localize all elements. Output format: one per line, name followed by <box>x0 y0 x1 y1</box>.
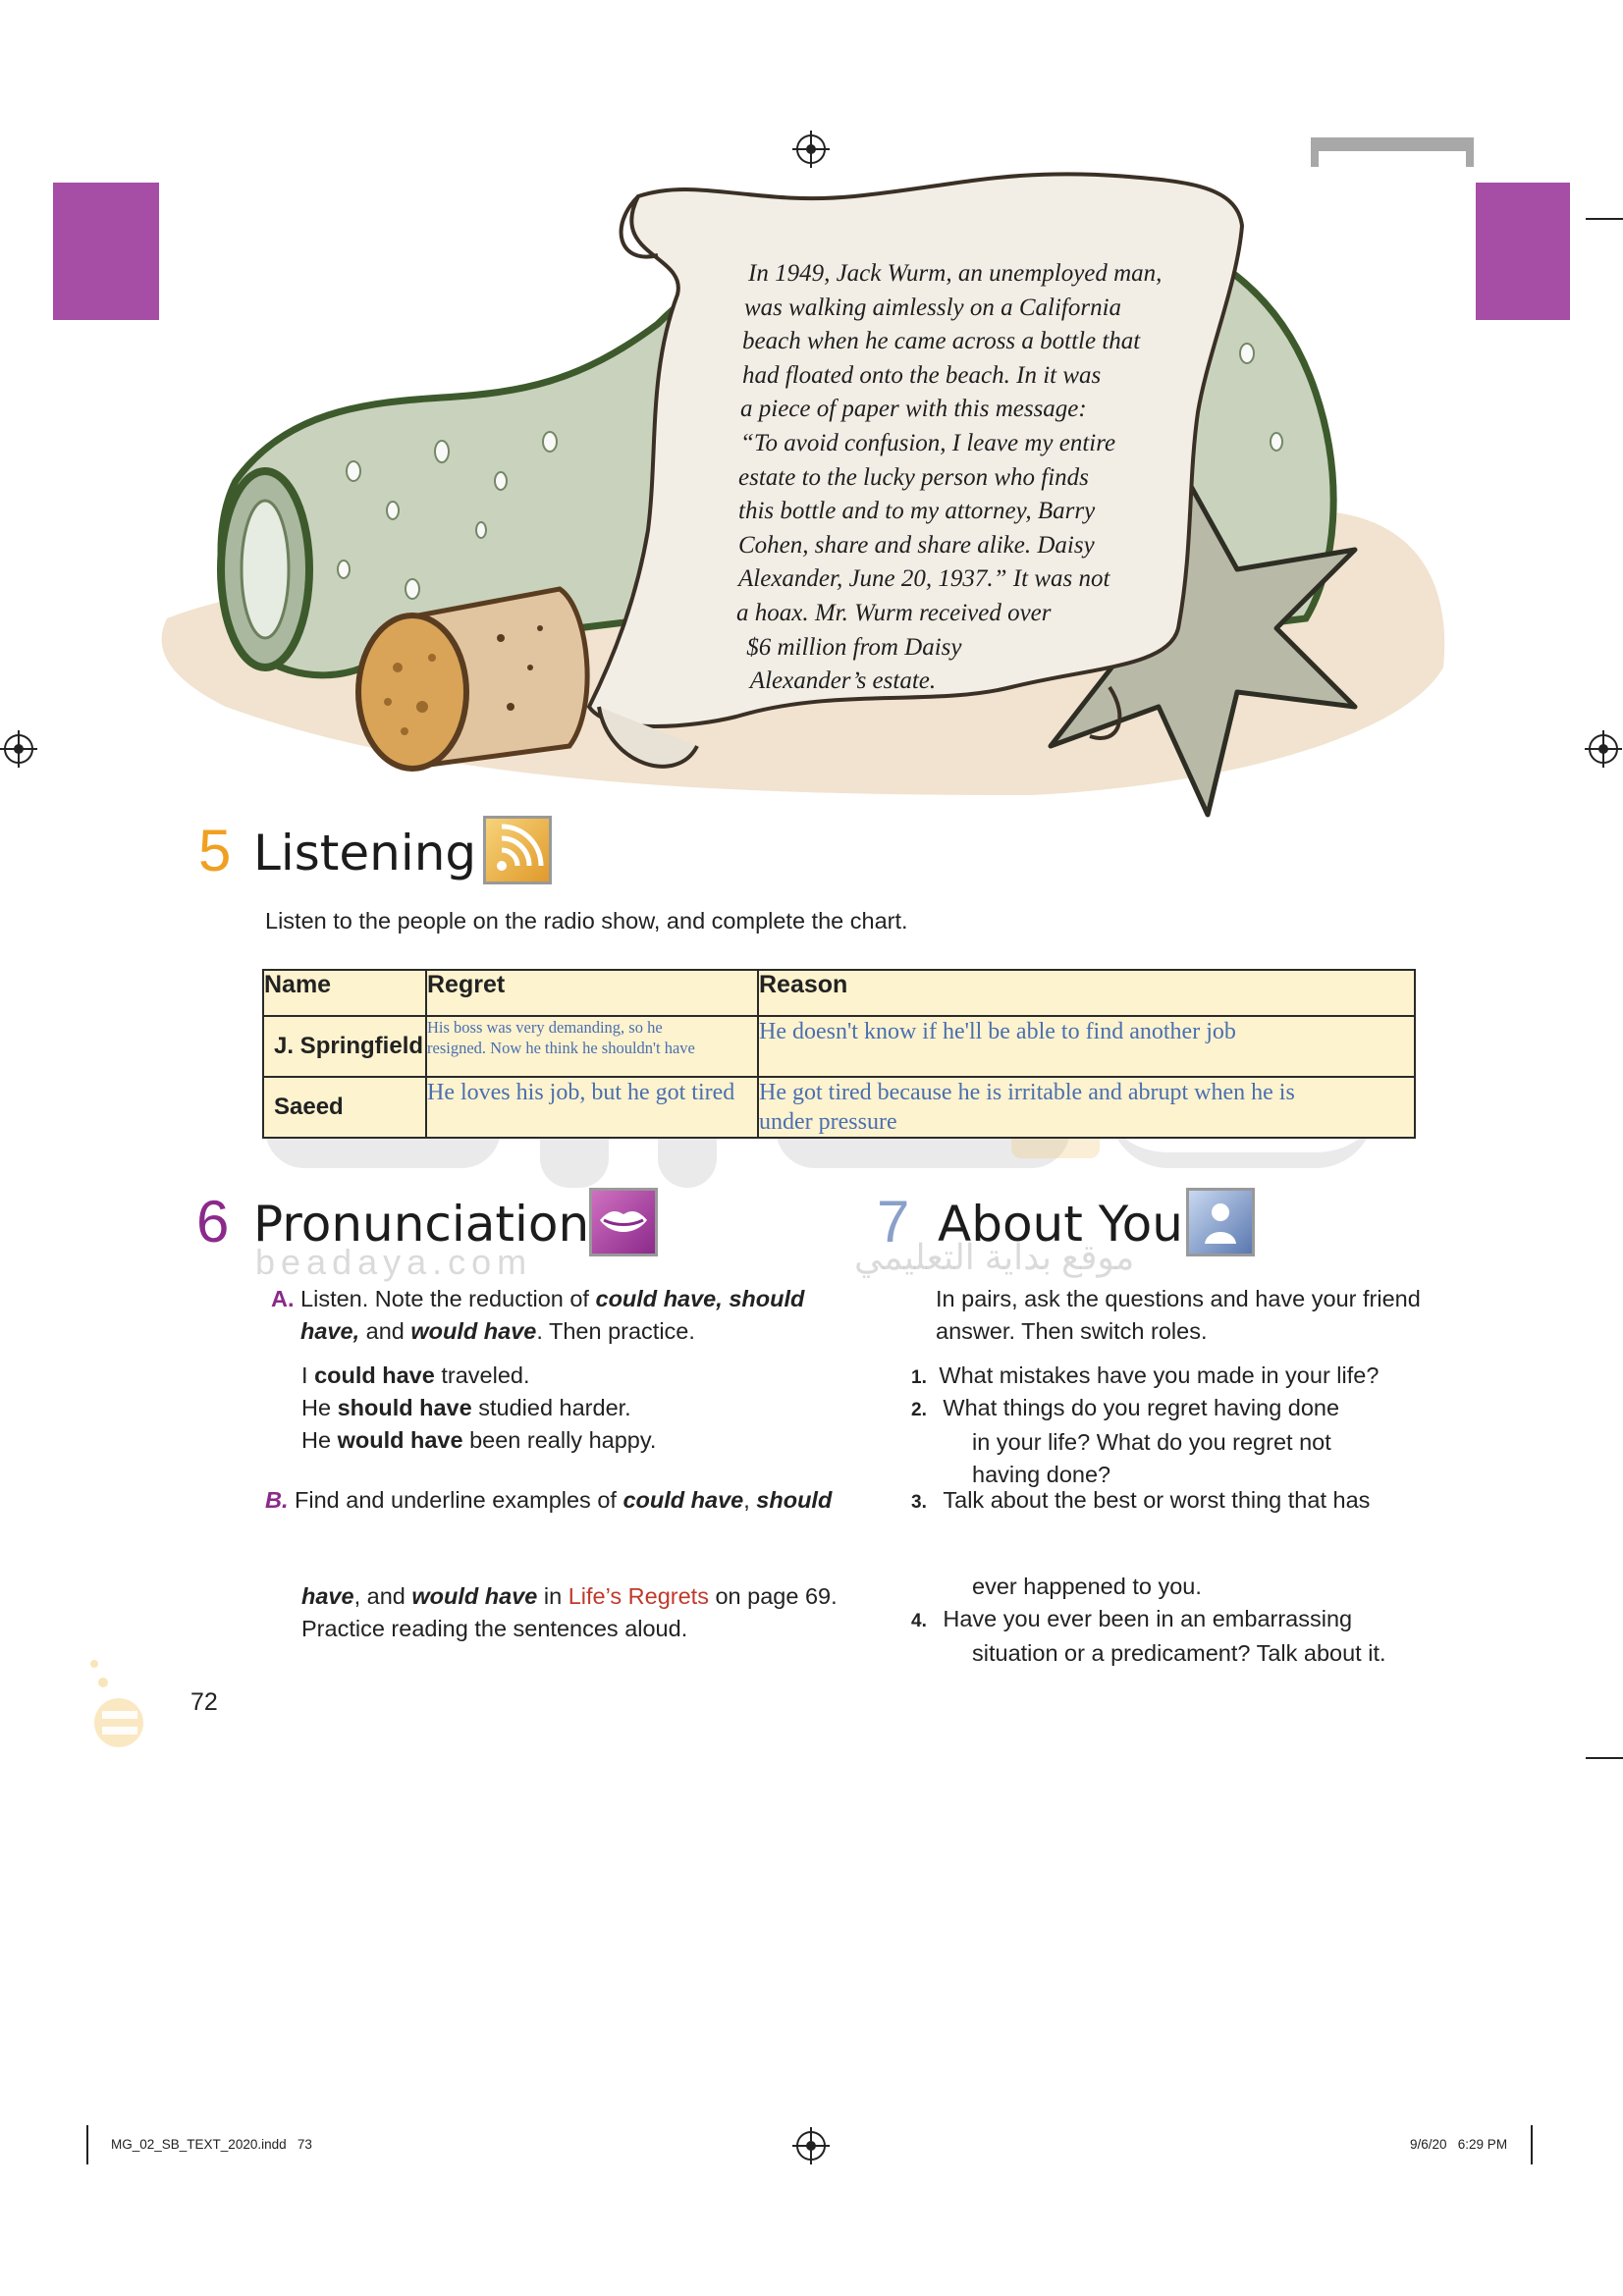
question-text: Talk about the best or worst thing that has <box>943 1487 1371 1513</box>
example-post: studied harder. <box>471 1395 631 1420</box>
example-bold: should have <box>337 1395 472 1420</box>
pronunciation-a <box>271 1283 880 1348</box>
b-text: Find and underline examples of <box>295 1487 623 1513</box>
b-bold: should <box>756 1487 833 1513</box>
section-title: Pronunciation <box>253 1196 590 1253</box>
reason-answer-line: He got tired because he is irritable and abrupt when he is <box>759 1080 1295 1105</box>
pronunciation-examples <box>301 1360 656 1457</box>
b-bold: have <box>301 1583 354 1609</box>
question-4 <box>911 1603 1386 1670</box>
registration-mark-right <box>1589 734 1618 764</box>
question-2 <box>911 1392 1339 1491</box>
listening-chart <box>262 969 1416 1139</box>
row-name-cell <box>263 1016 426 1077</box>
left-color-tab <box>53 183 159 320</box>
header-regret: Regret <box>426 970 758 1016</box>
footer-line-right <box>1531 2125 1533 2164</box>
reason-cell[interactable] <box>758 1077 1415 1138</box>
scroll-line: estate to the lucky person who finds <box>738 463 1089 491</box>
crop-line-right-bottom <box>1586 1757 1623 1759</box>
example-pre: I <box>301 1362 315 1388</box>
scroll-line: “To avoid confusion, I leave my entire <box>740 429 1116 456</box>
b-text: on page 69. <box>708 1583 838 1609</box>
item-letter: A. <box>271 1286 295 1311</box>
example-post: been really happy. <box>462 1427 657 1453</box>
footer-line-left <box>86 2125 88 2164</box>
scroll-line: $6 million from Daisy <box>740 633 962 661</box>
watermark-latin: beadaya.com <box>255 1242 533 1282</box>
intro-line: In pairs, ask the questions and have your friend <box>936 1286 1421 1311</box>
footer-filename: MG_02_SB_TEXT_2020.indd 73 <box>111 2137 312 2152</box>
regret-answer-line: His boss was very demanding, so he <box>427 1018 663 1037</box>
b-bold: could have <box>622 1487 744 1513</box>
a-text: Listen. Note the reduction of <box>300 1286 596 1311</box>
scroll-line: had floated onto the beach. In it was <box>742 361 1102 389</box>
question-1 <box>911 1360 1379 1394</box>
scroll-story-text <box>727 257 1276 699</box>
scroll-line: a piece of paper with this message: <box>740 396 1087 423</box>
regret-answer: He loves his job, but he got tired <box>427 1080 735 1105</box>
row-name-cell <box>263 1077 426 1138</box>
regret-answer-line: resigned. Now he think he shouldn't have <box>427 1039 695 1057</box>
page-number: 72 <box>190 1688 218 1716</box>
scroll-line: Cohen, share and share alike. Daisy <box>738 531 1095 559</box>
registration-mark-bottom <box>796 2131 826 2161</box>
question-number: 1. <box>911 1367 927 1388</box>
regret-cell[interactable] <box>426 1077 758 1138</box>
scroll-line: this bottle and to my attorney, Barry <box>738 498 1096 525</box>
item-letter: B. <box>265 1487 289 1513</box>
a-bold: would have <box>410 1318 537 1344</box>
intro-line: answer. Then switch roles. <box>936 1318 1208 1344</box>
a-text: and <box>359 1318 411 1344</box>
pronunciation-b <box>265 1484 893 1517</box>
watermark-arabic: موقع بداية التعليمي <box>854 1237 1135 1277</box>
footer-date: 9/6/20 6:29 PM <box>1410 2137 1508 2152</box>
b-text: , <box>743 1487 757 1513</box>
reason-answer-line: under pressure <box>759 1109 897 1135</box>
section-title: Listening <box>253 825 477 881</box>
lips-icon <box>589 1188 658 1256</box>
b-text: , and <box>353 1583 412 1609</box>
reason-cell[interactable] <box>758 1016 1415 1077</box>
question-number: 3. <box>911 1492 927 1513</box>
row-name: Saeed <box>274 1094 344 1120</box>
listening-instruction: Listen to the people on the radio show, and complete the chart. <box>265 908 908 934</box>
scroll-line: was walking aimlessly on a California <box>744 294 1122 321</box>
right-color-tab <box>1476 183 1570 320</box>
question-text: What things do you regret having done <box>943 1395 1340 1420</box>
section-number: 6 <box>196 1189 230 1255</box>
question-text: in your life? What do you regret not <box>972 1429 1331 1455</box>
pronunciation-b-cont <box>301 1580 910 1645</box>
about-you-intro <box>936 1283 1544 1348</box>
question-number: 4. <box>911 1611 927 1631</box>
question-text: situation or a predicament? Talk about it. <box>972 1640 1386 1666</box>
a-text: . Then practice. <box>536 1318 695 1344</box>
example-line <box>301 1360 656 1392</box>
question-3-cont: ever happened to you. <box>972 1574 1202 1599</box>
example-line <box>301 1392 656 1424</box>
example-line <box>301 1424 656 1457</box>
example-pre: He <box>301 1427 338 1453</box>
header-reason: Reason <box>758 970 1415 1016</box>
section-title: About You <box>938 1196 1183 1253</box>
b-text: in <box>537 1583 568 1609</box>
b-bold: would have <box>411 1583 538 1609</box>
audio-icon[interactable] <box>483 816 552 884</box>
crop-line-right-top <box>1586 218 1623 220</box>
regret-cell[interactable] <box>426 1016 758 1077</box>
scroll-line: In 1949, Jack Wurm, an unemployed man, <box>748 260 1163 287</box>
scroll-line: a hoax. Mr. Wurm received over <box>736 599 1052 626</box>
question-3 <box>911 1484 1370 1519</box>
reason-answer: He doesn't know if he'll be able to find another job <box>759 1019 1236 1044</box>
lifes-regrets-link[interactable]: Life’s Regrets <box>568 1583 709 1609</box>
example-post: traveled. <box>434 1362 530 1388</box>
example-bold: would have <box>337 1427 463 1453</box>
scroll-line: beach when he came across a bottle that <box>742 328 1141 355</box>
question-text: Have you ever been in an embarrassing <box>943 1606 1353 1631</box>
page-logo <box>84 1654 153 1752</box>
section-number: 5 <box>198 818 232 883</box>
a-bold: could have, should <box>595 1286 805 1311</box>
person-icon <box>1186 1188 1255 1256</box>
question-number: 2. <box>911 1400 927 1420</box>
header-name: Name <box>263 970 426 1016</box>
scroll-line: Alexander, June 20, 1937.” It was not <box>738 565 1110 593</box>
example-bold: could have <box>314 1362 435 1388</box>
scroll-line: Alexander’s estate. <box>744 667 937 695</box>
section-number: 7 <box>877 1189 910 1255</box>
question-text: having done? <box>972 1462 1111 1487</box>
row-name: J. Springfield <box>274 1033 424 1059</box>
a-bold: have, <box>300 1318 360 1344</box>
b-text: Practice reading the sentences aloud. <box>301 1616 688 1641</box>
registration-mark-left <box>4 734 33 764</box>
example-pre: He <box>301 1395 338 1420</box>
question-text: What mistakes have you made in your life? <box>939 1362 1380 1388</box>
